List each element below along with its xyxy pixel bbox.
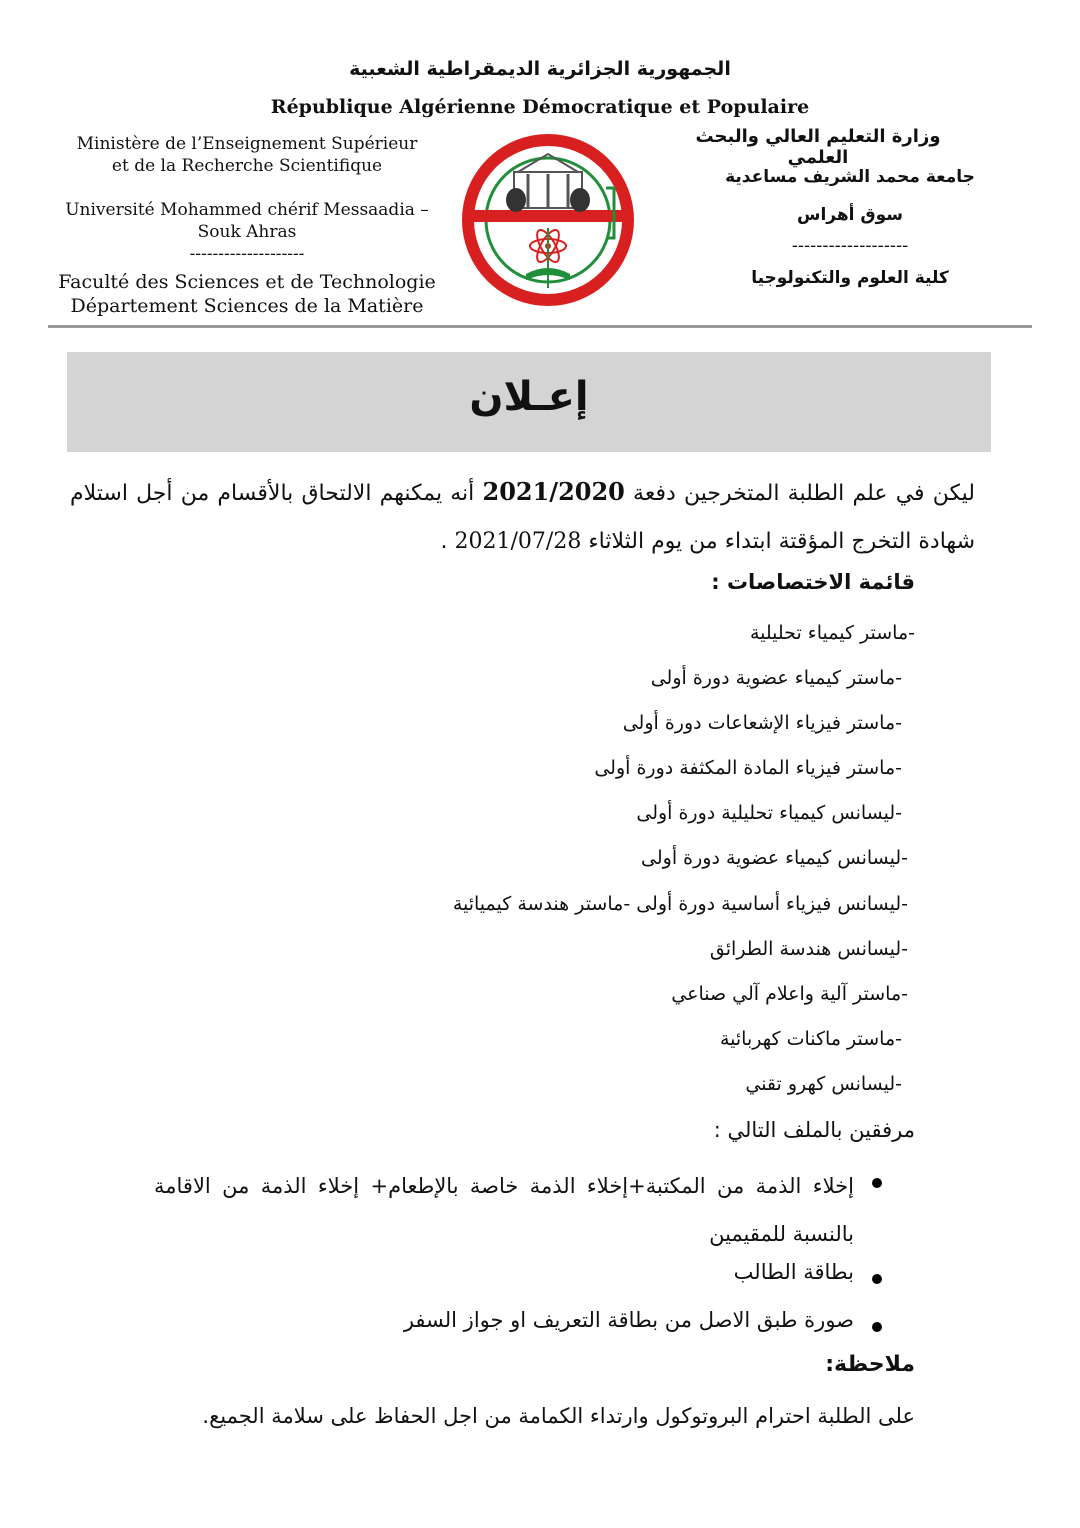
announcement-title: إعـلان — [469, 374, 589, 420]
ministry-french — [48, 133, 446, 177]
attachment-item: صورة طبق الاصل من بطاقة التعريف او جواز السفر — [403, 1308, 854, 1332]
specialty-item: -ماستر كيمياء تحليلية — [749, 622, 915, 644]
intro-text-1: ليكن في علم الطلبة المتخرجين دفعة — [624, 481, 976, 506]
university-french — [48, 199, 446, 265]
letterhead — [0, 0, 1080, 330]
attachment-item: إخلاء الذمة من المكتبة+إخلاء الذمة خاصة بالإطعام+ إخلاء الذمة من الاقامة بالنسبة للمقيمين — [154, 1174, 854, 1246]
faculty-french — [48, 270, 446, 318]
seal-lion-left — [506, 188, 526, 212]
separator-french: -------------------- — [189, 244, 305, 264]
university-line-2: Souk Ahras — [197, 222, 297, 242]
announcement-intro — [70, 468, 975, 566]
bullet-icon — [872, 1322, 882, 1332]
attachments-title: مرفقين بالملف التالي : — [713, 1118, 915, 1142]
note-title: ملاحظة: — [825, 1352, 915, 1377]
intro-end: . — [440, 529, 455, 554]
specialty-item: -ليسانس هندسة الطرائق — [709, 938, 908, 960]
specialty-item: -ماستر ماكنات كهربائية — [719, 1028, 902, 1050]
city-arabic: سوق أهراس — [797, 205, 903, 225]
note-text: على الطلبة احترام البروتوكول وارتداء الكمامة من اجل الحفاظ على سلامة الجميع. — [202, 1404, 915, 1428]
intro-text-2: أنه يمكنهم الالتحاق بالأقسام من أجل استلام شهادة التخرج المؤقتة ابتداء من يوم الثلاثاء — [70, 481, 975, 554]
specialty-item: -ليسانس كهرو تقني — [745, 1073, 902, 1095]
ministry-line-2: et de la Recherche Scientifique — [111, 156, 383, 176]
bullet-icon — [872, 1178, 882, 1188]
university-arabic: جامعة محمد الشريف مساعدية — [725, 167, 975, 187]
graduating-year: 2021/2020 — [482, 477, 625, 506]
specialty-item: -ليسانس كيمياء عضوية دورة أولى — [641, 847, 908, 869]
specialty-item: -ليسانس كيمياء تحليلية دورة أولى — [636, 802, 902, 824]
bullet-icon — [872, 1274, 882, 1284]
attachment-item: بطاقة الطالب — [733, 1260, 854, 1284]
specialty-item: -ماستر فيزياء الإشعاعات دورة أولى — [622, 712, 902, 734]
separator-arabic: ------------------- — [791, 236, 909, 256]
ministry-arabic: وزارة التعليم العالي والبحث العلمي — [695, 126, 941, 168]
faculty-arabic: كلية العلوم والتكنولوجيا — [751, 268, 949, 288]
university-line-1: Université Mohammed chérif Messaadia – — [65, 200, 429, 220]
specialties-title: قائمة الاختصاصات : — [711, 570, 915, 594]
specialty-item: -ليسانس فيزياء أساسية دورة أولى -ماستر هندسة كيميائية — [452, 893, 908, 915]
specialty-item: -ماستر آلية واعلام آلي صناعي — [671, 983, 908, 1005]
republic-name-french: République Algérienne Démocratique et Populaire — [270, 96, 810, 118]
announcement-banner — [67, 352, 991, 452]
republic-name-arabic: الجمهورية الجزائرية الديمقراطية الشعبية — [349, 58, 731, 80]
specialty-item: -ماستر فيزياء المادة المكثفة دورة أولى — [594, 757, 902, 779]
start-date: 2021/07/28 — [454, 529, 582, 554]
faculty-name-french: Faculté des Sciences et de Technologie — [58, 271, 436, 293]
department-name-french: Département Sciences de la Matière — [70, 295, 424, 317]
header-divider — [48, 325, 1032, 328]
ministry-line-1: Ministère de l’Enseignement Supérieur — [76, 134, 418, 154]
university-seal-icon — [456, 128, 646, 318]
seal-red-band — [466, 210, 630, 222]
specialty-item: -ماستر كيمياء عضوية دورة أولى — [650, 667, 902, 689]
seal-lion-right — [570, 188, 590, 212]
